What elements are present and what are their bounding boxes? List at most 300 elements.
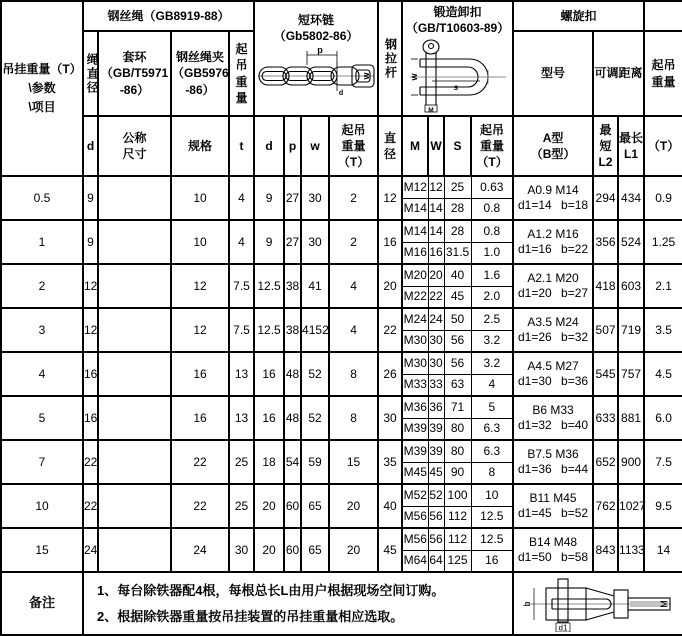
cell-turnbuckle-load: 9.5 [644,484,682,528]
model-line1: A2.1 M20 [527,271,579,285]
table-row [1,176,682,198]
cell-max-length: 719 [618,308,644,352]
cell-shackle-s: 56 [444,352,471,374]
chain-diagram [256,45,376,105]
turnbuckle-b-label: b [522,601,533,607]
model-line1: B11 M45 [529,491,577,505]
table-row [1,528,682,550]
cell-hanging-weight: 5 [1,396,83,440]
table-row [1,352,682,374]
shackle-diagram [406,37,510,113]
cell-max-length: 881 [618,396,644,440]
cell-shackle-load: 0.63 [471,176,513,198]
cell-chain-p: 27 [284,220,301,264]
header-collar-sub [98,116,171,176]
notes-text [83,572,513,635]
cell-rope-load: 7.5 [229,264,254,308]
cell-shackle-load: 6.3 [471,418,513,440]
cell-chain-p: 60 [284,528,301,572]
cell-chain-load: 4 [329,264,378,308]
cell-max-length: 757 [618,352,644,396]
cell-shackle-w: 39 [428,440,444,462]
cell-shackle-w: 56 [428,528,444,550]
cell-shackle-m: M12 [402,176,428,198]
cell-chain-d: 16 [254,396,284,440]
cell-rope-diameter: 9 [83,176,98,220]
cell-chain-d: 16 [254,352,284,396]
cell-shackle-m: M39 [402,418,428,440]
range-max-line1: 最长 [619,130,644,145]
corner-line1: 吊挂重量（T） [2,62,82,76]
cell-chain-w: 65 [301,484,329,528]
cell-shackle-s: 125 [444,550,471,572]
cell-rod-diameter: 20 [378,264,402,308]
cell-model [513,484,593,528]
cell-model [513,308,593,352]
cell-chain-load: 2 [329,176,378,220]
header-turnbuckle-group: 螺旋扣 [513,1,644,31]
table-row [1,264,682,286]
cell-chain-p: 38 [284,264,301,308]
cell-collar-size [98,352,171,396]
model-sub-line2: （B型） [530,147,576,161]
cell-rope-load: 13 [229,352,254,396]
cell-chain-p: 48 [284,352,301,396]
cell-collar-size [98,308,171,352]
header-rope-load-sub: t [229,116,254,176]
cell-shackle-w: 56 [428,506,444,528]
cell-collar-size [98,528,171,572]
cell-shackle-w: 45 [428,462,444,484]
cell-shackle-m: M36 [402,396,428,418]
cell-clamp-spec: 24 [171,528,229,572]
collar-sub-line2: 尺寸 [122,147,147,161]
cell-shackle-m: M45 [402,462,428,484]
cell-model [513,264,593,308]
cell-shackle-s: 90 [444,462,471,484]
cell-rod-diameter: 12 [378,176,402,220]
header-clamp-sub: 规格 [171,116,229,176]
model-line1: A1.2 M16 [527,227,579,241]
cell-chain-load: 20 [329,484,378,528]
cell-shackle-m: M33 [402,374,428,396]
cell-shackle-w: 12 [428,176,444,198]
collar-sub-line1: 公称 [122,130,147,145]
header-range-label: 可调距离 [593,31,644,116]
table-body [1,176,682,572]
header-chain-load [329,116,378,176]
chain-group-standard: （Gb5802-86） [273,29,359,43]
cell-shackle-load: 1.6 [471,264,513,286]
cell-chain-w: 41 [301,264,329,308]
table-footer [1,572,682,635]
cell-min-length: 294 [593,176,618,220]
cell-shackle-s: 31.5 [444,242,471,264]
table-row [1,308,682,330]
clamp-line3: -86） [185,82,215,97]
cell-rod-diameter: 30 [378,396,402,440]
cell-collar-size [98,396,171,440]
table-row [1,440,682,462]
header-row-units [1,116,682,176]
cell-shackle-s: 112 [444,506,471,528]
cell-rope-load: 4 [229,176,254,220]
model-line2: d1=14 b=18 [518,198,589,212]
cell-chain-d: 12.5 [254,264,284,308]
cell-chain-w: 4152 [301,308,329,352]
header-shackle-group [402,1,513,116]
cell-shackle-m: M20 [402,264,428,286]
cell-rod-diameter: 40 [378,484,402,528]
collar-line2: （GB/T5971 [100,66,169,81]
cell-shackle-w: 14 [428,198,444,220]
range-min-line1: 最短 [599,122,612,153]
cell-rope-load: 7.5 [229,308,254,352]
cell-chain-load: 2 [329,220,378,264]
cell-max-length: 900 [618,440,644,484]
shackle-load-line2: 重量 [480,138,505,153]
cell-model [513,396,593,440]
cell-shackle-load: 3.2 [471,352,513,374]
cell-clamp-spec: 22 [171,484,229,528]
cell-shackle-load: 1.0 [471,242,513,264]
cell-turnbuckle-load: 0.9 [644,176,682,220]
cell-chain-d: 12.5 [254,308,284,352]
cell-shackle-s: 28 [444,220,471,242]
table-row [1,220,682,242]
cell-rope-diameter: 12 [83,308,98,352]
header-wire-rope-group: 钢丝绳（GB8919-88） [83,1,254,31]
cell-min-length: 418 [593,264,618,308]
cell-chain-load: 20 [329,528,378,572]
model-line1: A0.9 M14 [527,183,579,197]
shackle-load-line1: 起吊 [480,122,505,137]
cell-shackle-s: 25 [444,176,471,198]
cell-chain-p: 60 [284,484,301,528]
cell-shackle-w: 64 [428,550,444,572]
header-rope-load [229,31,254,116]
cell-shackle-w: 20 [428,264,444,286]
model-line2: d1=16 b=22 [518,242,589,256]
cell-chain-p: 27 [284,176,301,220]
header-chain-group [254,1,378,116]
clamp-line2: （GB5976 [172,66,229,81]
cell-shackle-load: 2.0 [471,286,513,308]
cell-min-length: 507 [593,308,618,352]
cell-shackle-m: M64 [402,550,428,572]
model-line1: B14 M48 [529,535,578,549]
cell-min-length: 545 [593,352,618,396]
cell-shackle-load: 5 [471,396,513,418]
header-chain-p: p [284,116,301,176]
chain-w-label: w [361,72,372,80]
cell-shackle-m: M16 [402,242,428,264]
cell-shackle-load: 12.5 [471,506,513,528]
cell-rope-diameter: 22 [83,440,98,484]
cell-turnbuckle-load: 7.5 [644,440,682,484]
cell-min-length: 633 [593,396,618,440]
notes-line2: 2、根据除铁器重量按吊挂装置的吊挂重量相应选取。 [97,609,404,624]
cell-shackle-s: 40 [444,264,471,286]
model-line1: A3.5 M24 [527,315,579,329]
cell-shackle-m: M39 [402,440,428,462]
corner-line2: \参数 [28,81,56,95]
cell-chain-d: 20 [254,484,284,528]
cell-collar-size [98,264,171,308]
clamp-line1: 钢丝绳夹 [175,50,224,65]
cell-shackle-w: 22 [428,286,444,308]
header-shackle-m: M [402,116,428,176]
shackle-s-label: s [453,83,458,92]
header-range-max [618,116,644,176]
cell-rope-diameter: 16 [83,396,98,440]
shackle-load-line3: （T） [476,155,508,170]
notes-label: 备注 [1,572,83,635]
cell-shackle-s: 56 [444,330,471,352]
header-chain-d: d [254,116,284,176]
cell-rope-diameter: 16 [83,352,98,396]
cell-chain-load: 4 [329,308,378,352]
cell-shackle-s: 45 [444,286,471,308]
cell-chain-d: 9 [254,220,284,264]
collar-line1: 套环 [122,50,147,65]
cell-model [513,176,593,220]
cell-clamp-spec: 22 [171,440,229,484]
cell-shackle-s: 71 [444,396,471,418]
cell-model [513,440,593,484]
cell-shackle-w: 52 [428,484,444,506]
turnbuckle-m-label: M [659,600,670,608]
header-collar [98,31,171,116]
rope-diameter-label: 绳直径 [85,52,100,95]
shackle-w-label: w [408,73,419,81]
cell-shackle-s: 80 [444,440,471,462]
cell-shackle-m: M14 [402,220,428,242]
cell-min-length: 762 [593,484,618,528]
cell-rope-load: 4 [229,220,254,264]
cell-hanging-weight: 2 [1,264,83,308]
cell-shackle-load: 0.8 [471,198,513,220]
turnbuckle-d1-label: d1 [558,623,568,632]
cell-rope-load: 30 [229,528,254,572]
cell-model [513,352,593,396]
model-line2: d1=32 b=40 [518,418,589,432]
cell-rope-diameter: 24 [83,528,98,572]
model-line1: B6 M33 [532,403,574,417]
model-line1: B7.5 M36 [527,447,579,461]
cell-min-length: 843 [593,528,618,572]
cell-rope-diameter: 22 [83,484,98,528]
cell-shackle-w: 39 [428,418,444,440]
cell-shackle-m: M30 [402,352,428,374]
cell-shackle-load: 8 [471,462,513,484]
rope-load-line2: 重量 [235,74,248,105]
cell-max-length: 1133 [618,528,644,572]
cell-collar-size [98,220,171,264]
cell-max-length: 524 [618,220,644,264]
header-rod-group [378,1,402,116]
table-row [1,484,682,506]
cell-clamp-spec: 16 [171,352,229,396]
cell-chain-d: 20 [254,528,284,572]
cell-chain-d: 9 [254,176,284,220]
cell-chain-w: 52 [301,352,329,396]
cell-max-length: 1027 [618,484,644,528]
range-max-line2: L1 [624,147,639,161]
chain-group-title: 短环链 [298,13,335,27]
cell-shackle-w: 14 [428,220,444,242]
cell-shackle-s: 28 [444,198,471,220]
header-clamp [171,31,229,116]
cell-hanging-weight: 10 [1,484,83,528]
cell-hanging-weight: 7 [1,440,83,484]
cell-chain-load: 8 [329,396,378,440]
cell-rod-diameter: 26 [378,352,402,396]
header-rope-diameter [83,31,98,116]
model-line2: d1=45 b=52 [518,506,589,520]
header-chain-w: w [301,116,329,176]
cell-hanging-weight: 15 [1,528,83,572]
cell-clamp-spec: 10 [171,220,229,264]
cell-clamp-spec: 12 [171,308,229,352]
cell-turnbuckle-load: 4.5 [644,352,682,396]
cell-chain-p: 38 [284,308,301,352]
corner-header [1,1,83,176]
cell-rope-load: 25 [229,484,254,528]
corner-line3: \项目 [28,100,56,114]
shackle-group-title: 锻造卸扣 [433,5,482,19]
cell-shackle-load: 4 [471,374,513,396]
rod-label: 钢拉杆 [383,37,398,80]
header-shackle-w: W [428,116,444,176]
cell-chain-w: 52 [301,396,329,440]
model-line2: d1=36 b=44 [518,462,589,476]
cell-shackle-load: 0.8 [471,220,513,242]
tb-load-line2: 重量 [651,74,676,89]
cell-min-length: 652 [593,440,618,484]
table-header [1,1,682,176]
cell-clamp-spec: 16 [171,396,229,440]
model-line2: d1=26 b=32 [518,330,589,344]
cell-turnbuckle-load: 2.1 [644,264,682,308]
cell-max-length: 603 [618,264,644,308]
model-line2: d1=30 b=36 [518,374,589,388]
cell-rope-load: 25 [229,440,254,484]
collar-line3: -86） [119,82,150,97]
rope-load-line1: 起吊 [235,42,248,73]
cell-rope-diameter: 9 [83,220,98,264]
cell-hanging-weight: 1 [1,220,83,264]
turnbuckle-diagram-cell [513,572,682,635]
header-row-groups [1,1,682,31]
header-shackle-load [471,116,513,176]
cell-chain-w: 65 [301,528,329,572]
cell-clamp-spec: 12 [171,264,229,308]
cell-shackle-load: 12.5 [471,528,513,550]
cell-chain-load: 15 [329,440,378,484]
chain-load-line3: （T） [337,155,370,170]
cell-rope-diameter: 12 [83,264,98,308]
shackle-group-standard: （GB/T10603-89） [405,21,510,35]
cell-hanging-weight: 4 [1,352,83,396]
cell-chain-load: 8 [329,352,378,396]
cell-turnbuckle-load: 3.5 [644,308,682,352]
cell-hanging-weight: 0.5 [1,176,83,220]
cell-shackle-w: 24 [428,308,444,330]
cell-model [513,220,593,264]
notes-line1: 1、每台除铁器配4根，每根总长L由用户根据现场空间订购。 [97,583,445,598]
cell-turnbuckle-load: 1.25 [644,220,682,264]
chain-d-label: d [338,90,344,97]
cell-chain-d: 18 [254,440,284,484]
cell-shackle-load: 16 [471,550,513,572]
model-line2: d1=50 b=58 [518,550,589,564]
cell-rod-diameter: 22 [378,308,402,352]
header-model-sub [513,116,593,176]
cell-chain-p: 54 [284,440,301,484]
model-sub-line1: A型 [542,130,564,145]
cell-max-length: 434 [618,176,644,220]
header-turnbuckle-load [644,31,682,116]
cell-min-length: 356 [593,220,618,264]
shackle-m-label: M [427,107,434,113]
header-turnbuckle-load-sub: （T） [644,116,682,176]
cell-shackle-m: M52 [402,484,428,506]
cell-shackle-w: 36 [428,396,444,418]
cell-shackle-m: M14 [402,198,428,220]
tb-load-line1: 起吊 [651,58,676,73]
cell-shackle-w: 30 [428,352,444,374]
cell-shackle-m: M56 [402,528,428,550]
cell-shackle-m: M22 [402,286,428,308]
cell-shackle-w: 16 [428,242,444,264]
cell-collar-size [98,176,171,220]
chain-load-line1: 起吊 [341,122,366,137]
cell-chain-w: 59 [301,440,329,484]
cell-rod-diameter: 35 [378,440,402,484]
range-min-line2: L2 [598,155,613,170]
cell-shackle-load: 3.2 [471,330,513,352]
cell-shackle-m: M30 [402,330,428,352]
cell-rod-diameter: 16 [378,220,402,264]
header-empty-cell [644,1,682,31]
chain-load-line2: 重量 [341,138,366,153]
cell-shackle-load: 2.5 [471,308,513,330]
notes-row [1,572,682,635]
cell-model [513,528,593,572]
cell-shackle-s: 112 [444,528,471,550]
cell-turnbuckle-load: 6.0 [644,396,682,440]
cell-chain-w: 30 [301,220,329,264]
header-range-min [593,116,618,176]
header-rope-d-symbol: d [83,116,98,176]
cell-rod-diameter: 45 [378,528,402,572]
header-model-label: 型号 [513,31,593,116]
cell-shackle-s: 80 [444,418,471,440]
cell-collar-size [98,440,171,484]
cell-shackle-load: 6.3 [471,440,513,462]
table-row [1,396,682,418]
cell-turnbuckle-load: 14 [644,528,682,572]
cell-shackle-s: 100 [444,484,471,506]
cell-rope-load: 13 [229,396,254,440]
cell-shackle-load: 10 [471,484,513,506]
cell-collar-size [98,484,171,528]
cell-chain-w: 30 [301,176,329,220]
cell-hanging-weight: 3 [1,308,83,352]
model-line1: A4.5 M27 [527,359,579,373]
cell-shackle-s: 50 [444,308,471,330]
